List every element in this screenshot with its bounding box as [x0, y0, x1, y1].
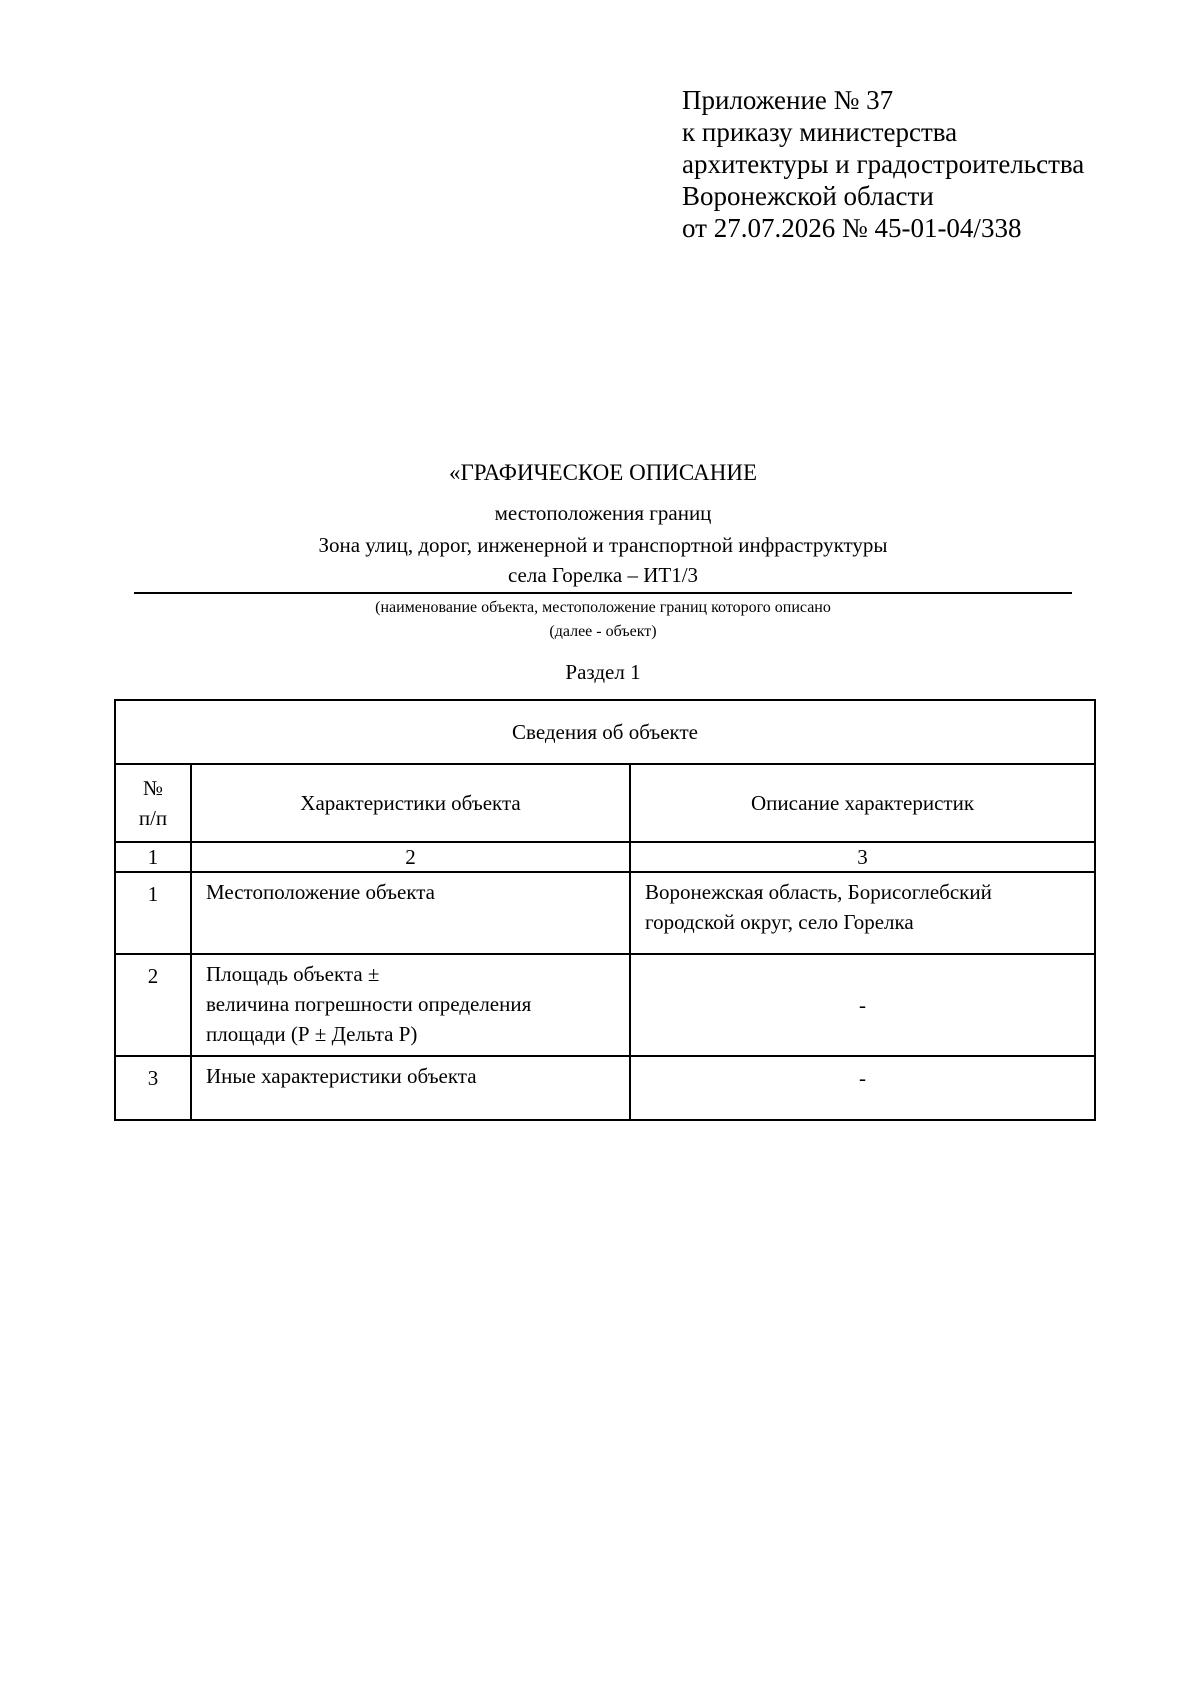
- row-characteristic-line: величина погрешности определения: [206, 992, 532, 1016]
- table-title: Сведения об объекте: [115, 700, 1095, 764]
- row-characteristic-line: Местоположение объекта: [206, 880, 436, 904]
- caption-line-1: (наименование объекта, местоположение границ которого описано: [375, 599, 831, 616]
- row-characteristic: [191, 872, 630, 954]
- header-characteristics: Характеристики объекта: [191, 764, 630, 842]
- appendix-header: [682, 84, 1152, 244]
- row-description: [630, 872, 1095, 954]
- object-name: Зона улиц, дорог, инженерной и транспортной инфраструктуры: [318, 533, 888, 557]
- document-title: «ГРАФИЧЕСКОЕ ОПИСАНИЕ: [448, 460, 757, 485]
- table-header-row: [115, 764, 1095, 842]
- appendix-number: Приложение № 37: [682, 85, 894, 115]
- appendix-date-number: от 27.07.2026 № 45-01-04/338: [682, 213, 1022, 243]
- row-description-line: Воронежская область, Борисоглебский: [645, 880, 992, 904]
- row-number: 3: [115, 1056, 191, 1120]
- row-description: -: [630, 954, 1095, 1056]
- row-description: -: [630, 1056, 1095, 1120]
- row-characteristic-line: Иные характеристики объекта: [206, 1064, 477, 1088]
- row-characteristic-line: площади (Р ± Дельта Р): [206, 1022, 418, 1046]
- header-description: Описание характеристик: [630, 764, 1095, 842]
- section-title: Раздел 1: [565, 660, 641, 684]
- column-number: 3: [630, 842, 1095, 872]
- object-info-table: [114, 699, 1096, 1121]
- column-number: 1: [115, 842, 191, 872]
- appendix-order-ref: к приказу министерства: [682, 117, 958, 147]
- header-number-line2: п/п: [138, 806, 168, 830]
- row-characteristic: [191, 1056, 630, 1120]
- underline-divider: [134, 592, 1072, 594]
- object-location: села Горелка – ИТ1/3: [507, 563, 699, 587]
- column-number: 2: [191, 842, 630, 872]
- document-subtitle-1: местоположения границ: [494, 501, 712, 525]
- header-number-line1: №: [142, 776, 164, 800]
- appendix-region: Воронежской области: [682, 181, 934, 211]
- row-characteristic: [191, 954, 630, 1056]
- table-row: [115, 1056, 1095, 1120]
- caption-line-2: (далее - объект): [549, 623, 657, 640]
- column-number-row: [115, 842, 1095, 872]
- appendix-ministry: архитектуры и градостроительства: [682, 149, 1085, 179]
- row-number: 2: [115, 954, 191, 1056]
- header-number: [115, 764, 191, 842]
- row-characteristic-line: Площадь объекта ±: [206, 962, 380, 986]
- row-number: 1: [115, 872, 191, 954]
- table-row: [115, 954, 1095, 1056]
- table-row: [115, 872, 1095, 954]
- row-description-line: городской округ, село Горелка: [645, 910, 914, 934]
